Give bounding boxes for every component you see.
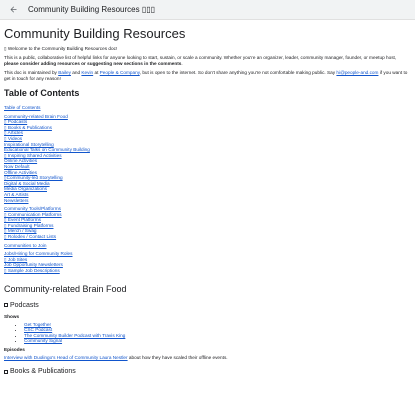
shows-list: [4, 322, 411, 344]
toc-link[interactable]: ▯ Fundraising Platforms: [4, 222, 54, 228]
show-link[interactable]: The Community Builder Podcast with Travis King: [24, 332, 126, 338]
arrow-left-icon: [9, 5, 18, 14]
toc-link[interactable]: ▯ Rolodex / Contact Lists: [4, 234, 57, 240]
book-icon: [4, 370, 8, 374]
toc-link[interactable]: Community Tools/Platforms: [4, 206, 61, 212]
toc-link[interactable]: ▯ Articles: [4, 130, 23, 136]
episode-link[interactable]: Interview with Duolingo's Head of Community Laura Nestler: [4, 355, 128, 360]
doc-title: Community Building Resources: [4, 26, 186, 41]
toc-link[interactable]: Job Opportunity Newsletters: [4, 262, 63, 268]
podcasts-heading: [4, 301, 411, 310]
intro-end: .: [181, 61, 183, 66]
brain-food-heading: Community-related Brain Food: [4, 283, 127, 294]
list-item: [24, 338, 411, 344]
document-body: [4, 24, 411, 380]
toc-link[interactable]: Educational Talks on Community Building: [4, 147, 90, 153]
toc-link[interactable]: Table of Contents: [4, 105, 41, 110]
welcome-text: ▯ Welcome to the Community Building Resources doc!: [4, 46, 118, 51]
toc-link[interactable]: Inspirational Storytelling: [4, 141, 54, 147]
kevin-link[interactable]: Kevin: [81, 70, 94, 75]
toc-item: [4, 268, 411, 274]
company-link[interactable]: People & Company: [99, 70, 140, 75]
toc-link[interactable]: ▯ Job Sites: [4, 256, 28, 262]
bailey-link[interactable]: Bailey: [58, 70, 71, 75]
toc-heading: Table of Contents: [4, 88, 80, 98]
toc-link[interactable]: ▯ Podcasts: [4, 119, 28, 125]
toc-link[interactable]: Digital & Social Media: [4, 180, 50, 186]
toc-link[interactable]: Offline Activities: [4, 169, 37, 175]
show-link[interactable]: Get Together: [24, 321, 52, 327]
toc-link[interactable]: ▯ Sample Job Descriptions: [4, 268, 60, 274]
podcast-icon: [4, 303, 8, 307]
books-heading-text: Books & Publications: [10, 368, 76, 375]
episode-rest: about how they have scaled their offline events.: [127, 355, 228, 360]
intro-bold-text: please consider adding resources or suggesting new sections in the comments: [4, 61, 182, 66]
window-title: Community Building Resources ▯▯▯: [28, 5, 156, 14]
maint-and: and: [70, 70, 82, 75]
intro-text: This is a public, collaborative list of helpful links for anyone looking to start, sustain, or scale a community. Whether you're an organizer, leader, community manager, founder, or meetup host,: [4, 55, 397, 60]
table-of-contents: [4, 105, 411, 274]
toc-link[interactable]: ▯ Inspiring Shared Activities: [4, 152, 62, 158]
toc-link[interactable]: ▯ Merch / Swag: [4, 228, 37, 234]
toc-link[interactable]: ▯ Event Platforms: [4, 217, 41, 223]
show-link[interactable]: Community Signal: [24, 338, 63, 344]
maintainer-paragraph: [4, 70, 411, 82]
back-button[interactable]: [4, 1, 22, 19]
toc-link[interactable]: ▯ Books & Publications: [4, 124, 52, 130]
shows-label: Shows: [4, 313, 20, 319]
episodes-label: Episodes: [4, 347, 25, 352]
toc-link[interactable]: Community-related Brain Food: [4, 113, 68, 119]
maint-prefix: This doc is maintained by: [4, 70, 59, 75]
maint-mid: , but is open to the internet. So don't share anything you're not comfortable making public. Say: [139, 70, 337, 75]
toc-link[interactable]: ▯ Videos: [4, 135, 23, 141]
toc-link[interactable]: Newsletters: [4, 197, 29, 203]
show-link[interactable]: CSC Podcast: [24, 327, 53, 333]
toc-link[interactable]: Art & Artists: [4, 191, 29, 197]
toc-link[interactable]: Now Default: [4, 163, 30, 169]
toc-link[interactable]: Jobs/Hiring for Community Roles: [4, 251, 73, 257]
email-link[interactable]: hi@people-and.com: [336, 70, 379, 75]
toc-link[interactable]: Communities to Join: [4, 242, 47, 248]
maint-at: at: [93, 70, 100, 75]
toc-link[interactable]: ▯Community-led Storytelling: [4, 175, 63, 181]
podcasts-heading-text: Podcasts: [10, 301, 39, 309]
toc-link[interactable]: Online Activities: [4, 158, 38, 164]
episode-paragraph: [4, 355, 411, 361]
books-heading: [4, 367, 411, 376]
intro-paragraph: [4, 55, 411, 67]
toc-link[interactable]: ▯ Communication Platforms: [4, 211, 62, 217]
maint-end: if you want to get in touch for any reason!: [4, 70, 408, 81]
top-app-bar: [0, 0, 415, 20]
toc-link[interactable]: Media Organizations: [4, 186, 47, 192]
